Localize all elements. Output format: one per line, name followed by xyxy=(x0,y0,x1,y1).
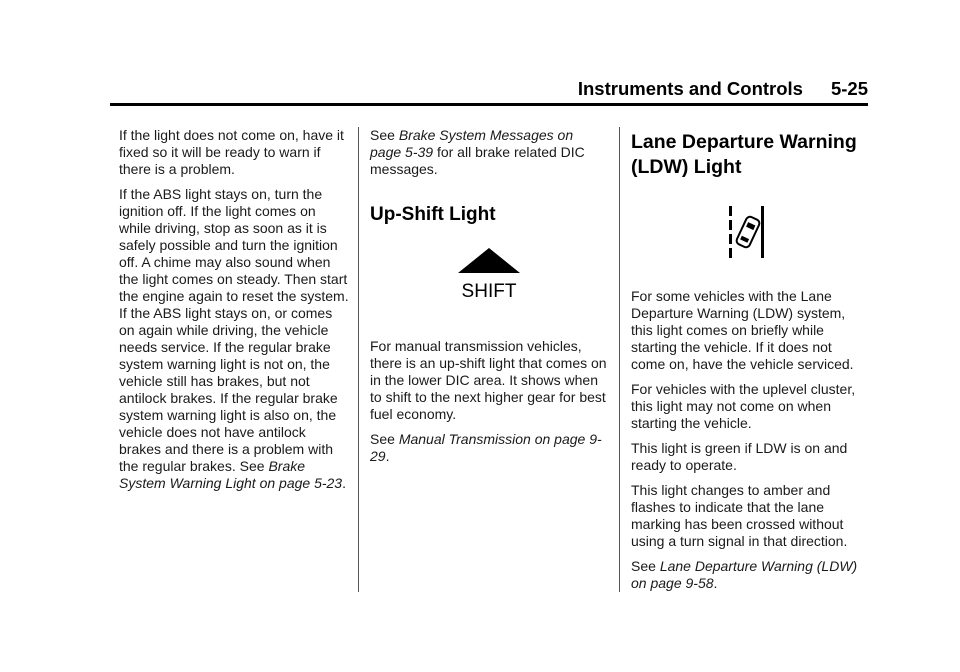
paragraph xyxy=(370,127,608,178)
cross-reference-link[interactable]: Brake System Warning Light on page 5-23 xyxy=(119,458,343,491)
paragraph xyxy=(631,558,869,592)
paragraph: This light is green if LDW is on and ready to operate. xyxy=(631,440,848,473)
paragraph-text: for all brake related DIC messages. xyxy=(370,144,585,177)
column-divider-2 xyxy=(619,127,620,592)
column-2 xyxy=(370,127,608,473)
paragraph: For manual transmission vehicles, there is an up-shift light that comes on in the lower DIC area. It shows when to shift to the next higher gear for best fuel economy. xyxy=(370,338,607,422)
see-label: See xyxy=(239,458,265,474)
paragraph: If the light does not come on, have it fixed so it will be ready to warn if there is a problem. xyxy=(119,127,344,177)
lane-departure-icon xyxy=(631,204,869,260)
section-heading-upshift: Up-Shift Light xyxy=(370,204,496,225)
see-label: See xyxy=(631,558,656,574)
section-heading-ldw: Lane Departure Warning (LDW) Light xyxy=(631,131,857,178)
header-rule xyxy=(110,103,868,106)
cross-reference-link[interactable]: Manual Transmission on page 9-29 xyxy=(370,431,602,464)
paragraph: For vehicles with the uplevel cluster, this light may not come on when starting the vehicle. xyxy=(631,381,856,431)
cross-reference-link[interactable]: Lane Departure Warning (LDW) on page 9-58 xyxy=(631,558,858,591)
column-divider-1 xyxy=(358,127,359,592)
paragraph xyxy=(370,431,608,465)
page-header xyxy=(110,78,868,100)
column-1 xyxy=(119,127,349,500)
shift-icon-text: SHIFT xyxy=(461,281,517,302)
cross-reference-link[interactable]: Brake System Messages on page 5-39 xyxy=(370,127,574,160)
upshift-arrow-icon xyxy=(370,246,608,316)
page-number: 5-25 xyxy=(830,78,868,99)
paragraph-text: If the ABS light stays on, turn the ignition off. If the light comes on while driving, stop as soon as it is safely possible and turn the ignition off. A chime may also sound when the light comes on steady. Then start the engine again to reset the system. If the ABS light stays on, or comes on again while driving, the vehicle needs service. If the regular brake system warning light is not on, the vehicle still has brakes, but not antilock brakes. If the regular brake system warning light is also on, the vehicle does not have antilock brakes and there is a problem with the regular brakes. xyxy=(119,186,349,474)
period: . xyxy=(342,475,346,491)
period: . xyxy=(385,448,390,464)
period: . xyxy=(713,575,718,591)
see-label: See xyxy=(370,127,395,143)
section-title: Instruments and Controls xyxy=(577,78,803,99)
paragraph xyxy=(119,186,349,492)
paragraph: This light changes to amber and flashes to indicate that the lane marking has been crossed without using a turn signal in that direction. xyxy=(631,482,848,549)
see-label: See xyxy=(370,431,395,447)
column-3 xyxy=(631,130,869,600)
paragraph: For some vehicles with the Lane Departure Warning (LDW) system, this light comes on briefly while starting the vehicle. If it does not come on, have the vehicle serviced. xyxy=(631,288,854,372)
